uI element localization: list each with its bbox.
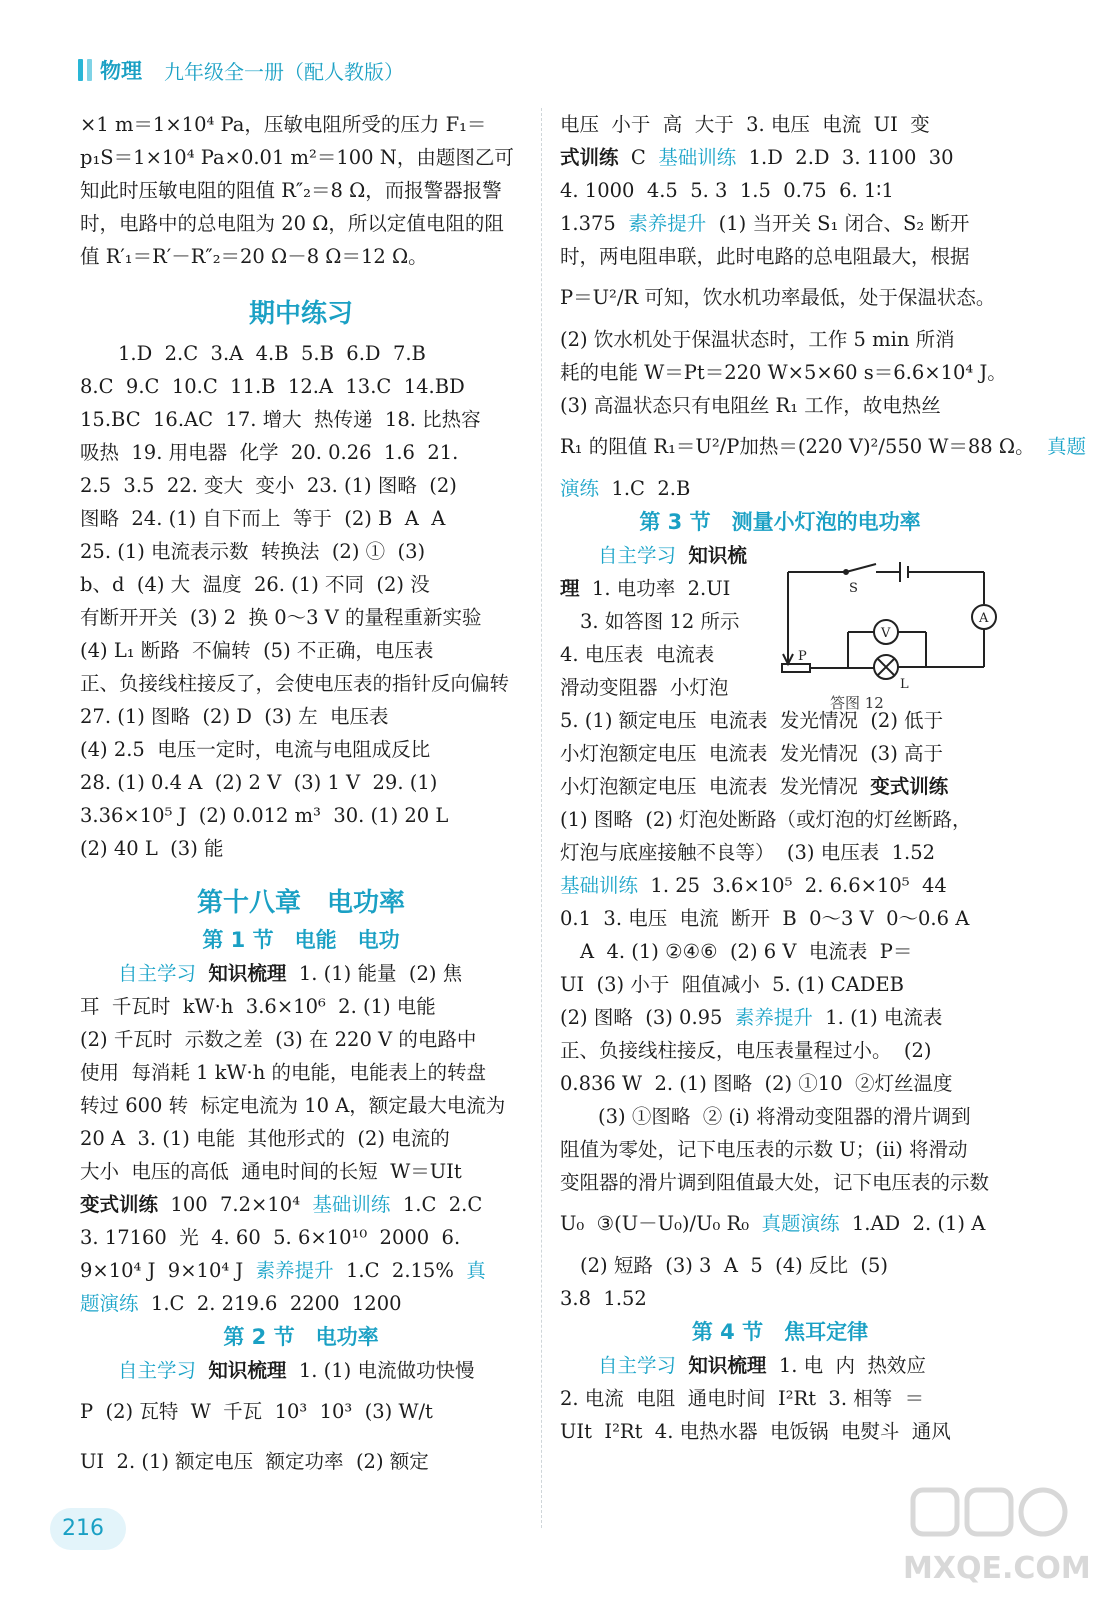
text-line: 0.836 W 2. (1) 图略 (2) ①10 ②灯丝温度 bbox=[560, 1072, 953, 1095]
column-divider bbox=[541, 108, 542, 1528]
text-line bbox=[560, 207, 1000, 240]
text-line: 4. 电压表 电流表 bbox=[560, 643, 715, 666]
tag-self-study: 自主学习 bbox=[598, 1354, 677, 1377]
text-line: (4) 2.5 电压一定时，电流与电阻成反比 bbox=[80, 738, 431, 761]
text-line bbox=[560, 472, 1000, 505]
text-span: 1.AD 2. (1) A bbox=[839, 1212, 986, 1235]
tag-self-study: 自主学习 bbox=[118, 1359, 197, 1382]
text-line: 8.C 9.C 10.C 11.B 12.A 13.C 14.BD bbox=[80, 375, 465, 398]
text-line: 正、负接线柱接反了，会使电压表的指针反向偏转 bbox=[80, 672, 510, 695]
text-line bbox=[560, 422, 1087, 472]
text-line bbox=[560, 1001, 1000, 1034]
text-line: P (2) 瓦特 W 千瓦 10³ 10³ (3) W/t bbox=[80, 1400, 433, 1423]
text-line: 27. (1) 图略 (2) D (3) 左 电压表 bbox=[80, 705, 389, 728]
left-column bbox=[80, 108, 522, 1487]
text-line: 20 A 3. (1) 电能 其他形式的 (2) 电流的 bbox=[80, 1127, 450, 1150]
text-line: 3.8 1.52 bbox=[560, 1287, 647, 1310]
text-line: (3) 高温状态只有电阻丝 R₁ 工作，故电热丝 bbox=[560, 394, 941, 417]
tag-knowledge: 知识梳理 bbox=[208, 962, 287, 985]
tag-real: 真题 bbox=[1047, 435, 1087, 458]
text-span: 1. (1) 电流表 bbox=[812, 1006, 943, 1029]
text-line bbox=[560, 572, 770, 605]
text-line: 灯泡与底座接触不良等） (3) 电压表 1.52 bbox=[560, 841, 936, 864]
text-line: 耳 千瓦时 kW·h 3.6×10⁶ 2. (1) 电能 bbox=[80, 995, 436, 1018]
tag-knowledge: 知识梳理 bbox=[688, 1354, 767, 1377]
text-span: 1.C 2. 219.6 2200 1200 bbox=[138, 1292, 402, 1315]
text-span: 1. (1) 能量 (2) 焦 bbox=[286, 962, 463, 985]
text-line bbox=[80, 1254, 522, 1287]
text-line: 25. (1) 电流表示数 转换法 (2) ① (3) bbox=[80, 540, 426, 563]
text-line: 使用 每消耗 1 kW·h 的电能，电能表上的转盘 bbox=[80, 1061, 487, 1084]
tag-basic: 基础训练 bbox=[658, 146, 737, 169]
text-line: UI (3) 小于 阻值减小 5. (1) CADEB bbox=[560, 973, 904, 996]
text-line: (2) 40 L (3) 能 bbox=[80, 837, 224, 860]
tag-improve: 素养提升 bbox=[628, 212, 707, 235]
text-span: U₀ ③(U－U₀)/U₀ R₀ bbox=[560, 1212, 762, 1235]
text-span: 1. 电功率 2.UI bbox=[579, 577, 731, 600]
text-span: 1.C 2.15% bbox=[333, 1259, 467, 1282]
text-line: 0.1 3. 电压 电流 断开 B 0～3 V 0～0.6 A bbox=[560, 907, 970, 930]
switch-label: S bbox=[849, 581, 858, 596]
text-line: 28. (1) 0.4 A (2) 2 V (3) 1 V 29. (1) bbox=[80, 771, 438, 794]
tag-real: 题演练 bbox=[80, 1292, 139, 1315]
text-line bbox=[560, 539, 778, 572]
tag-real: 真 bbox=[466, 1259, 486, 1282]
tag-knowledge: 知识梳 bbox=[688, 544, 747, 567]
text-span: (2) 图略 (3) 0.95 bbox=[560, 1006, 735, 1029]
text-line: 3. 17160 光 4. 60 5. 6×10¹⁰ 2000 6. bbox=[80, 1226, 461, 1249]
text-line: 3. 如答图 12 所示 bbox=[580, 610, 740, 633]
text-line: ×1 m＝1×10⁴ Pa，压敏电阻所受的压力 F₁＝ bbox=[80, 113, 487, 136]
text-line: P＝U²/R 可知，饮水机功率最低，处于保温状态。 bbox=[560, 286, 996, 309]
text-line bbox=[560, 1349, 1000, 1382]
circuit-diagram bbox=[776, 560, 996, 720]
text-line: UI 2. (1) 额定电压 额定功率 (2) 额定 bbox=[80, 1450, 429, 1473]
text-span: R₁ 的阻值 R₁＝U²/P加热＝(220 V)²/550 W＝88 Ω。 bbox=[560, 435, 1035, 458]
text-line bbox=[560, 869, 1000, 902]
tag-knowledge: 理 bbox=[560, 577, 580, 600]
voltmeter-label: V bbox=[881, 626, 891, 641]
text-line: (2) 短路 (3) 3 A 5 (4) 反比 (5) bbox=[580, 1254, 888, 1277]
watermark-text: MXQE.COM bbox=[903, 1551, 1091, 1586]
tag-self-study: 自主学习 bbox=[598, 544, 677, 567]
text-span: 1. (1) 电流做功快慢 bbox=[286, 1359, 475, 1382]
text-line: 4. 1000 4.5 5. 3 1.5 0.75 6. 1∶1 bbox=[560, 179, 894, 202]
running-header bbox=[78, 52, 404, 88]
text-span: (1) 当开关 S₁ 闭合、S₂ 断开 bbox=[706, 212, 970, 235]
section-title: 第 1 节 电能 电功 bbox=[202, 928, 400, 952]
text-span: 100 7.2×10⁴ bbox=[158, 1193, 313, 1216]
text-line: 15.BC 16.AC 17. 增大 热传递 18. 比热容 bbox=[80, 408, 481, 431]
text-line: 耗的电能 W＝Pt＝220 W×5×60 s＝6.6×10⁴ J。 bbox=[560, 361, 1007, 384]
text-line: 知此时压敏电阻的阻值 R″₂＝8 Ω，而报警器报警 bbox=[80, 179, 502, 202]
text-line: 有断开开关 (3) 2 换 0～3 V 的量程重新实验 bbox=[80, 606, 482, 629]
text-span: 9×10⁴ J 9×10⁴ J bbox=[80, 1259, 256, 1282]
text-span: 1.C 2.B bbox=[599, 477, 691, 500]
text-line: 吸热 19. 用电器 化学 20. 0.26 1.6 21. bbox=[80, 441, 459, 464]
text-line bbox=[80, 957, 522, 990]
text-line bbox=[560, 770, 1000, 803]
text-line: 2. 电流 电阻 通电时间 I²Rt 3. 相等 ＝ bbox=[560, 1387, 925, 1410]
tag-self-study: 自主学习 bbox=[118, 962, 197, 985]
text-line: 5. (1) 额定电压 电流表 发光情况 (2) 低于 bbox=[560, 709, 944, 732]
text-span: 小灯泡额定电压 电流表 发光情况 bbox=[560, 775, 871, 798]
text-line: 电压 小于 高 大于 3. 电压 电流 UI 变 bbox=[560, 113, 930, 136]
text-span: C bbox=[618, 146, 659, 169]
tag-knowledge: 知识梳理 bbox=[208, 1359, 287, 1382]
figure-caption: 答图 12 bbox=[830, 694, 884, 712]
text-line: 2.5 3.5 22. 变大 变小 23. (1) 图略 (2) bbox=[80, 474, 457, 497]
section-title: 第 3 节 测量小灯泡的电功率 bbox=[639, 510, 921, 534]
header-bar-icon bbox=[78, 59, 83, 81]
header-bar-icon bbox=[87, 59, 92, 81]
tag-variant: 变式训练 bbox=[80, 1193, 159, 1216]
text-line: 大小 电压的高低 通电时间的长短 W＝UIt bbox=[80, 1160, 462, 1183]
text-line: 图略 24. (1) 自下而上 等于 (2) B A A bbox=[80, 507, 446, 530]
text-span: 1. 电 内 热效应 bbox=[766, 1354, 926, 1377]
midterm-title: 期中练习 bbox=[248, 299, 353, 329]
tag-basic: 基础训练 bbox=[560, 874, 639, 897]
watermark-logo bbox=[895, 1480, 1091, 1590]
text-line: 1.D 2.C 3.A 4.B 5.B 6.D 7.B bbox=[118, 342, 426, 365]
tag-basic: 基础训练 bbox=[312, 1193, 391, 1216]
ammeter-label: A bbox=[979, 611, 989, 626]
text-line: (1) 图略 (2) 灯泡处断路（或灯泡的灯丝断路， bbox=[560, 808, 972, 831]
text-span: 1.C 2.C bbox=[390, 1193, 483, 1216]
tag-improve: 素养提升 bbox=[255, 1259, 334, 1282]
chapter-title: 第十八章 电功率 bbox=[196, 888, 405, 918]
text-line bbox=[80, 1287, 522, 1320]
text-line: p₁S＝1×10⁴ Pa×0.01 m²＝100 N，由题图乙可 bbox=[80, 146, 514, 169]
text-line: (2) 饮水机处于保温状态时，工作 5 min 所消 bbox=[560, 328, 955, 351]
text-line: A 4. (1) ②④⑥ (2) 6 V 电流表 P＝ bbox=[580, 940, 913, 963]
text-line: 正、负接线柱接反，电压表量程过小。 (2) bbox=[560, 1039, 932, 1062]
text-line: 变阻器的滑片调到阻值最大处，记下电压表的示数 bbox=[560, 1171, 990, 1194]
text-line: 转过 600 转 标定电流为 10 A，额定最大电流为 bbox=[80, 1094, 506, 1117]
text-line: (3) ①图略 ② (i) 将滑动变阻器的滑片调到 bbox=[598, 1105, 971, 1128]
tag-variant: 式训练 bbox=[560, 146, 619, 169]
header-subject: 物理 bbox=[100, 59, 142, 83]
tag-improve: 素养提升 bbox=[734, 1006, 813, 1029]
text-line bbox=[80, 1188, 522, 1221]
tag-variant: 变式训练 bbox=[870, 775, 949, 798]
header-grade: 九年级全一册（配人教版） bbox=[164, 59, 404, 84]
text-line: 滑动变阻器 小灯泡 bbox=[560, 676, 729, 699]
section-title: 第 2 节 电功率 bbox=[223, 1325, 379, 1349]
text-line: UIt I²Rt 4. 电热水器 电饭锅 电熨斗 通风 bbox=[560, 1420, 951, 1443]
text-line bbox=[560, 141, 1000, 174]
text-line: 阻值为零处，记下电压表的示数 U；(ii) 将滑动 bbox=[560, 1138, 968, 1161]
text-line bbox=[560, 1199, 1000, 1249]
slider-label: P bbox=[798, 649, 807, 664]
text-line: 3.36×10⁵ J (2) 0.012 m³ 30. (1) 20 L bbox=[80, 804, 449, 827]
text-span: 1.375 bbox=[560, 212, 629, 235]
text-span: 1.D 2.D 3. 1100 30 bbox=[736, 146, 954, 169]
tag-real: 真题演练 bbox=[761, 1212, 840, 1235]
text-line: (2) 千瓦时 示数之差 (3) 在 220 V 的电路中 bbox=[80, 1028, 477, 1051]
section-title: 第 4 节 焦耳定律 bbox=[691, 1320, 869, 1344]
text-line: 时，电路中的总电阻为 20 Ω，所以定值电阻的阻 bbox=[80, 212, 504, 235]
tag-real: 演练 bbox=[560, 477, 600, 500]
text-line bbox=[80, 1354, 522, 1387]
text-line: 时，两电阻串联，此时电路的总电阻最大，根据 bbox=[560, 245, 970, 268]
text-line: 小灯泡额定电压 电流表 发光情况 (3) 高于 bbox=[560, 742, 944, 765]
page-number: 216 bbox=[62, 1516, 104, 1541]
text-span: 1. 25 3.6×10⁵ 2. 6.6×10⁵ 44 bbox=[638, 874, 947, 897]
text-line: 值 R′₁＝R′－R″₂＝20 Ω－8 Ω＝12 Ω。 bbox=[80, 245, 428, 268]
text-line: (4) L₁ 断路 不偏转 (5) 不正确，电压表 bbox=[80, 639, 434, 662]
lamp-label: L bbox=[900, 677, 909, 692]
text-line: b、d (4) 大 温度 26. (1) 不同 (2) 没 bbox=[80, 573, 430, 596]
right-column bbox=[560, 108, 1087, 1448]
